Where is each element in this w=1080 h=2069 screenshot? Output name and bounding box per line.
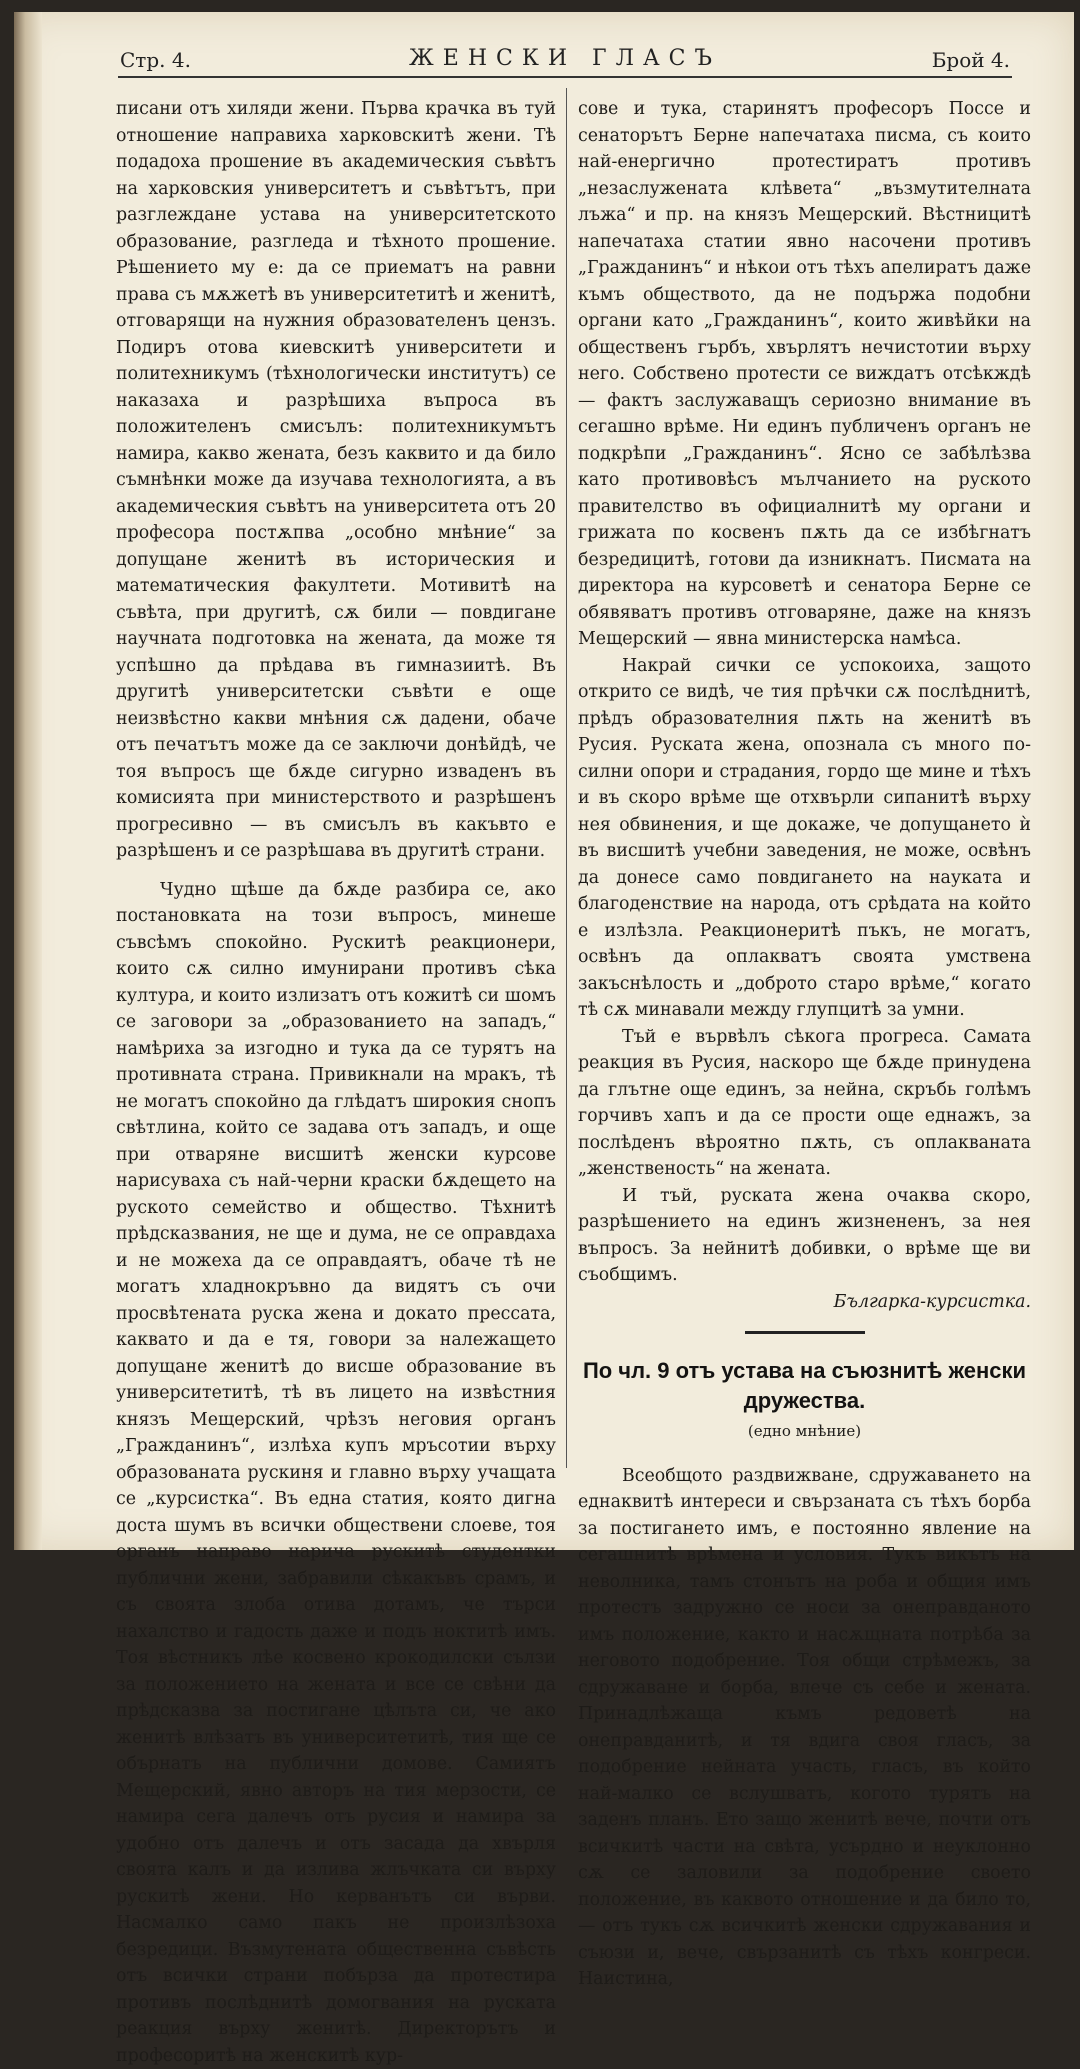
left-column — [116, 96, 556, 2069]
article-signature: Българка-курсистка. — [578, 1289, 1031, 1316]
page-number: Стр. 4. — [120, 48, 191, 72]
section-divider — [745, 1331, 865, 1334]
article-subtitle: (едно мнѣние) — [578, 1418, 1031, 1445]
right-column — [578, 96, 1031, 1993]
right-paragraph-4: И тъй, руската жена очаква скоро, разрѣшението на единъ жизнененъ, за нея въпросъ. За нейнитѣ добивки, о врѣме ще ви съобщимъ. — [578, 1183, 1031, 1289]
right-paragraph-3: Тъй е вървѣлъ сѣкога прогреса. Самата реакция въ Русия, наскоро ще бѫде принудена да глътне още единъ, за нейна, скръбь голѣмъ горчивъ хапъ и да се прости още еднажъ, за послѣденъ вѣроятно пѫть, съ оплакваната „женственость“ на жената. — [578, 1024, 1031, 1183]
column-divider — [566, 88, 567, 1468]
page-header — [120, 44, 1010, 76]
right-paragraph-1: сове и тука, старинятъ професоръ Поссе и сенаторътъ Берне напечатаха писма, съ които най-енергично протестиратъ противъ „незаслужената клѣвета“ „възмутителната лъжа“ и пр. на князъ Мещерский. Вѣстницитѣ напечатаха статии явно насочени противъ „Гражданинъ“ и нѣкои отъ тѣхъ апелиратъ даже къмъ обществото, да не подържа подобни органи като „Гражданинъ“, които живѣйки на общественъ гърбъ, хвърлятъ нечистотии върху него. Собствено протести се виждатъ отсѣкждѣ — фактъ заслужаващъ сериозно внимание въ сегашно врѣме. Ни единъ публиченъ органъ не подкрѣпи „Гражданинъ“. Ясно се забѣлѣзва като противовѣсъ мълчанието на руското правителство въ официалнитѣ му органи и грижата по косвенъ пѫть да се избѣгнатъ безредицитѣ, готови да изникнатъ. Писмата на директора на курсоветѣ и сенатора Берне се обявяватъ противъ отговаряне, даже на князъ Мещерский — явна министерска намѣса. — [578, 96, 1031, 653]
article-title: По чл. 9 отъ устава на съюзнитѣ женски дружества. — [578, 1356, 1031, 1416]
right-paragraph-5: Всеобщото раздвижване, сдружаването на еднаквитѣ интереси и свързаната съ тѣхъ борба за постигането имъ, е постоянно явление на сегашнитѣ врѣмена и условия. Тукъ викътъ на неволника, тамъ стонътъ на роба и общия имъ протестъ задружно се носи за онеправданото имъ положение, както и насѫщната потрѣба за неговото подобрение. Тоя общи стрѣмежъ, за сдружаване и борба, влече съ себе и жената. Принадлѣжаща къмъ редоветѣ на онеправданитѣ, и тя вдига своя гласъ, за подобрение нейната участь, гласъ, въ който най-малко се вслушватъ, когото турятъ на заденъ планъ. Ето защо женитѣ вече, почти отъ всичкитѣ части на свѣта, усърдно и неуклонно сѫ се заловили за подобрение своето положение, въ каквото отношение и да било то, — отъ тукъ сѫ всичкитѣ женски сдружавания и съюзи и, вече, свързанитѣ съ тѣхъ конгреси. Наистина, — [578, 1463, 1031, 1993]
right-paragraph-2: Накрай сички се успокоиха, защото открито се видѣ, че тия прѣчки сѫ послѣднитѣ, прѣдъ образователния пѫть на женитѣ въ Русия. Руската жена, опознала съ много по-силни опори и страдания, гордо ще мине и тѣхъ и въ скоро врѣме ще отхвърли сипанитѣ върху нея обвинения, и ще докаже, че допущането ѝ въ висшитѣ учебни заведения, не може, освѣнъ да донесе само повдигането на науката и благоденствие на народа, отъ срѣдата на който е излѣзла. Реакционеритѣ пъкъ, не могатъ, освѣнъ да оплакватъ своята умствена закъснѣлость и „доброто старо врѣме,“ когато тѣ сѫ минавали между глупцитѣ за умни. — [578, 653, 1031, 1024]
left-paragraph-2: Чудно щѣше да бѫде разбира се, ако постановката на този въпросъ, минеше съвсѣмъ спокойно. Рускитѣ реакционери, които сѫ силно имунирани противъ сѣка култура, и които излизатъ отъ кожитѣ си шомъ се заговори за „образованието на западъ,“ намѣриха за изгодно и тука да се турятъ на противната страна. Привикнали на мракъ, тѣ не могатъ спокойно да глѣдатъ широкия снопъ свѣтлина, който се задава отъ западъ, и още при отваряне висшитѣ женски курсове нарисуваха съ най-черни краски бѫдещето на руското семейство и общество. Тѣхнитѣ прѣдсказвания, не ще и дума, не се оправдаха и не можеха да се оправдаятъ, обаче тѣ не могатъ хладнокръвно да видятъ съ очи просвѣтената руска жена и докато прессата, каквато и да е тя, говори за належащето допущане женитѣ до висше образование въ университетитѣ, тѣ въ лицето на извѣстния князъ Мещерский, чрѣзъ неговия органъ „Гражданинъ“, излѣха купъ мръсотии върху образованата рускиня и главно върху учащата се „курсистка“. Въ една статия, която дигна доста шумъ въ всички обществени слоеве, тоя органъ направо нарича рускитѣ студентки публични жени, забравили сѣкакъвъ срамъ, и съ своята злоба отива дотамъ, че търси нахалство и гадость даже и подъ ноктитѣ имъ. Тоя вѣстникъ лѣе косвено крокодилски сълзи за положението на жената и все се свѣни да прѣдсказва за постигане цѣлъта си, че ако женитѣ влѣзатъ въ университетитѣ, тия ще се обърнатъ на публични домове. Самиятъ Мещерский, явно авторъ на тия мерзости, се намира сега далечъ отъ русия и намира за удобно отъ далечъ и отъ засада да хвърля своята калъ и да излива жлъчката си върху рускитѣ жени. Но керванътъ си върви. Насмалко само пакъ не произлѣзоха безредици. Възмутената общественна съвѣсть отъ всички страни побърза да протестира противъ послѣднитѣ домогвания на руската реакция върху женитѣ. Директорътъ и професоритѣ на женскитѣ кур- — [116, 877, 556, 2069]
header-rule — [118, 76, 1012, 78]
page-spine — [14, 12, 42, 1550]
newspaper-title: ЖЕНСКИ ГЛАСЪ — [120, 46, 1010, 71]
issue-number: Брой 4. — [932, 48, 1010, 72]
left-paragraph-1: писани отъ хиляди жени. Първа крачка въ туй отношение направиха харковскитѣ жени. Тѣ подадоха прошение въ академическия съвѣтъ на харковския университетъ и съвѣтътъ, при разглеждане устава на университетското образование, разгледа и тѣхното прошение. Рѣшението му е: да се приематъ на равни права съ мѫжетѣ въ университетитѣ и женитѣ, отговарящи на нужния образователенъ цензъ. Подиръ отова киевскитѣ университети и политехникумъ (тѣхнологически институтъ) се наказаха и разрѣшиха въпроса въ положителенъ смисълъ: политехникумътъ намира, какво жената, безъ каквито и да било съмнѣнки може да изучава технологията, а въ академическия съвѣтъ на университета отъ 20 професора постѫпва „особно мнѣние“ за допущане женитѣ въ историческия и математическия факултети. Мотивитѣ на съвѣта, при другитѣ, сѫ били — повдигане научната подготовка на жената, да може тя успѣшно да прѣдава въ гимназиитѣ. Въ другитѣ университетски съвѣти е още неизвѣстно какви мнѣния сѫ дадени, обаче отъ печатътъ може да се заключи донѣйдѣ, че тоя въпросъ ще бѫде сигурно изваденъ въ комисията при министерството и разрѣшенъ прогресивно — въ смисълъ въ какъвто е разрѣшенъ и се разрѣшава въ другитѣ страни. — [116, 96, 556, 865]
